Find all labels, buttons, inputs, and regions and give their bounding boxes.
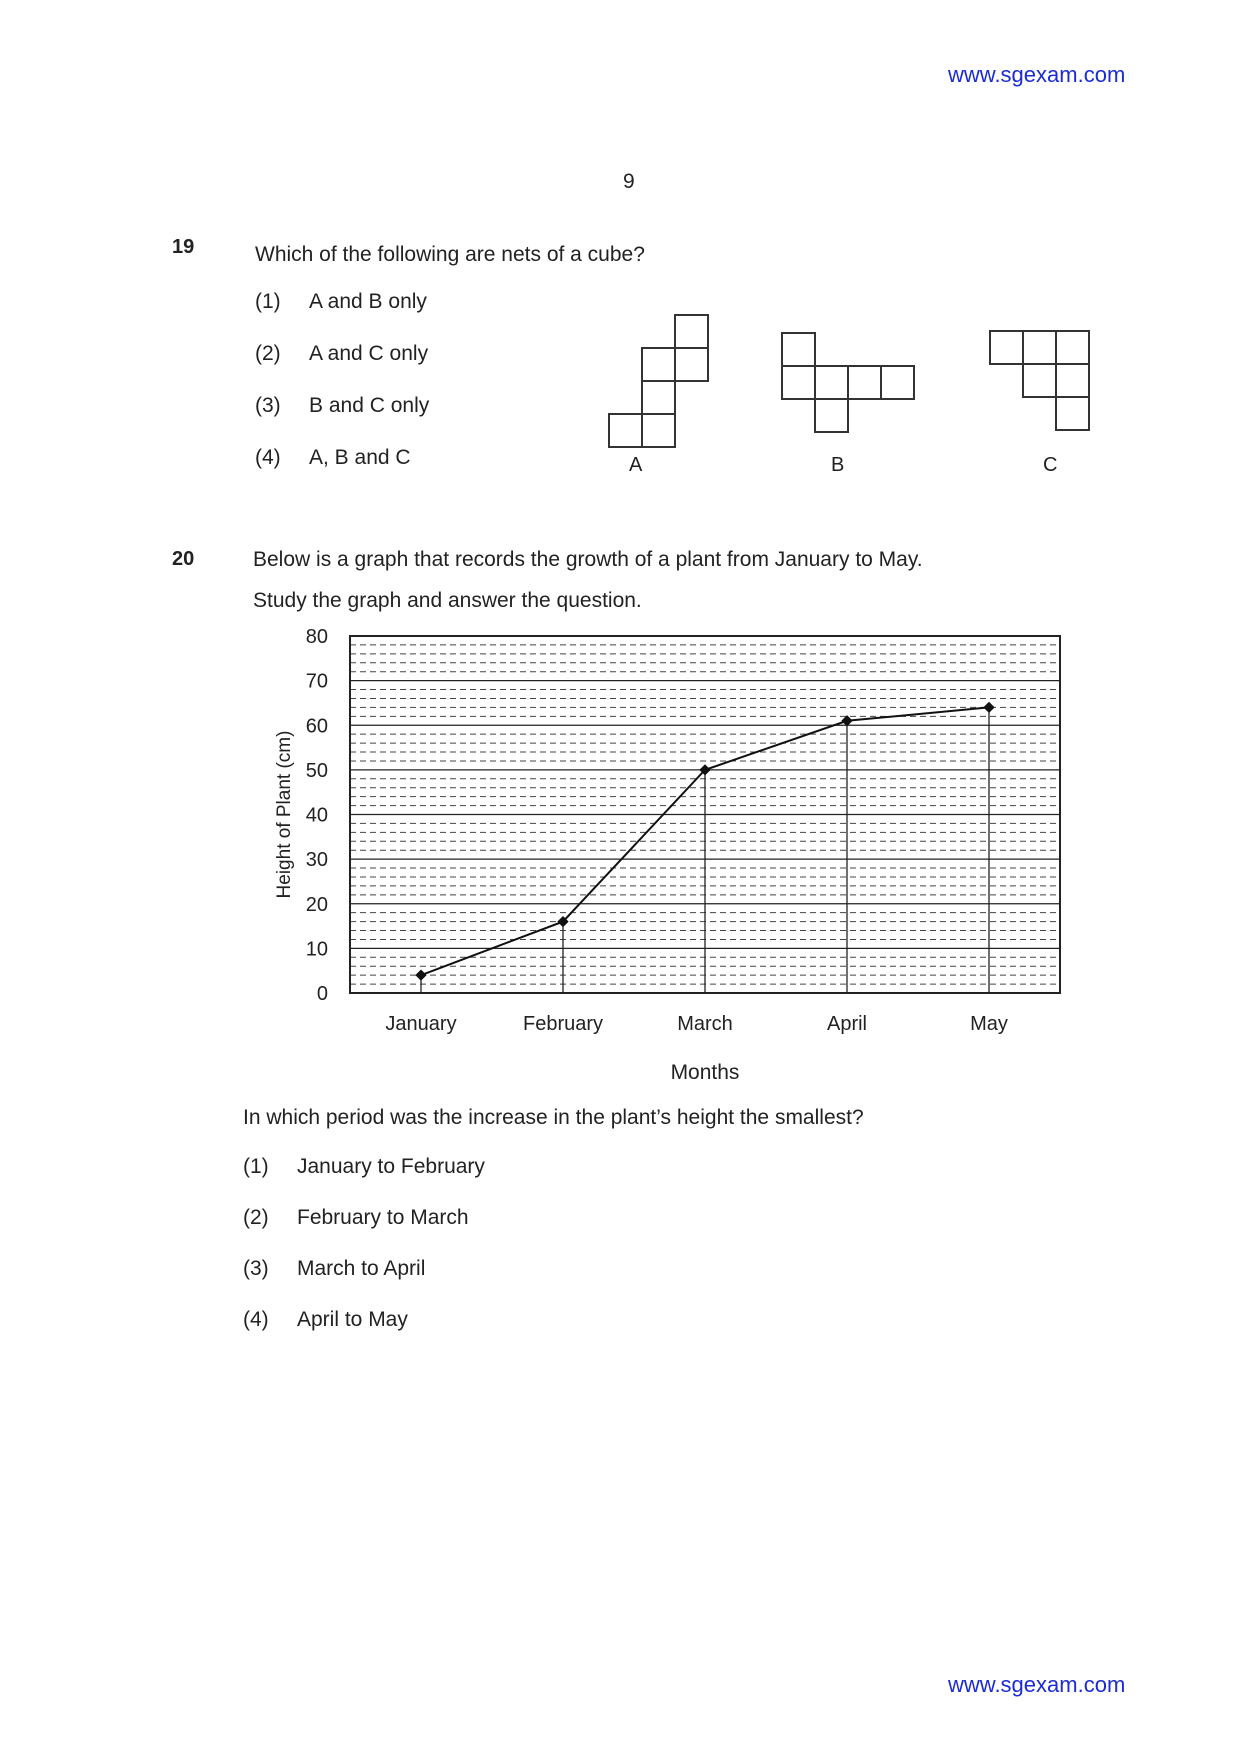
page-number: 9 <box>623 170 635 193</box>
q20-option-1[interactable] <box>243 1155 485 1179</box>
q19-option-3-text: B and C only <box>309 394 430 417</box>
x-tick-label: May <box>970 1013 1008 1035</box>
q20-option-2-text: February to March <box>297 1206 469 1229</box>
cube-nets <box>600 305 1160 475</box>
q19-option-3[interactable] <box>255 394 429 418</box>
y-tick-label: 80 <box>305 626 328 648</box>
q19-option-4-num: (4) <box>255 446 281 469</box>
net-label-b: B <box>831 454 845 476</box>
q19-option-4-text: A, B and C <box>309 446 411 469</box>
q19-option-2-text: A and C only <box>309 342 429 365</box>
q20-option-4-text: April to May <box>297 1308 408 1331</box>
q20-option-3-text: March to April <box>297 1257 426 1280</box>
data-point <box>983 702 994 713</box>
data-point <box>415 969 426 980</box>
q20-option-4-num: (4) <box>243 1308 269 1331</box>
y-axis-label: Height of Plant (cm) <box>274 730 295 899</box>
net-c <box>990 331 1089 430</box>
q19-option-1-num: (1) <box>255 290 281 313</box>
x-tick-label: March <box>677 1013 733 1035</box>
net-b <box>782 333 914 432</box>
growth-chart <box>260 620 1080 1080</box>
q19-option-1[interactable] <box>255 290 427 314</box>
y-tick-label: 20 <box>305 893 328 916</box>
q20-option-2-num: (2) <box>243 1206 269 1229</box>
q20-number: 20 <box>172 548 195 570</box>
q20-intro-line2: Study the graph and answer the question. <box>253 589 642 612</box>
q20-option-4[interactable] <box>243 1308 408 1332</box>
net-a <box>609 315 708 447</box>
q20-option-3[interactable] <box>243 1257 425 1281</box>
q19-question: Which of the following are nets of a cube? <box>255 243 645 266</box>
q20-option-1-text: January to February <box>297 1155 485 1178</box>
q20-intro-line1: Below is a graph that records the growth of a plant from January to May. <box>253 548 923 571</box>
y-tick-label: 0 <box>316 983 328 1005</box>
net-label-c: C <box>1043 454 1058 476</box>
q20-option-1-num: (1) <box>243 1155 269 1178</box>
y-tick-label: 70 <box>305 670 328 693</box>
y-tick-label: 30 <box>305 849 328 872</box>
q19-option-1-text: A and B only <box>309 290 427 313</box>
q20-question: In which period was the increase in the plant’s height the smallest? <box>243 1106 864 1129</box>
q20-option-2[interactable] <box>243 1206 469 1230</box>
x-tick-label: January <box>385 1013 457 1035</box>
y-tick-label: 50 <box>305 759 328 782</box>
q19-option-3-num: (3) <box>255 394 281 417</box>
q19-number: 19 <box>172 236 195 258</box>
y-tick-label: 10 <box>305 938 328 961</box>
x-tick-label: February <box>522 1013 604 1035</box>
footer-url[interactable]: www.sgexam.com <box>948 1672 1126 1697</box>
q20-option-3-num: (3) <box>243 1257 269 1280</box>
net-label-a: A <box>629 454 643 476</box>
x-tick-label: April <box>826 1013 868 1035</box>
q19-option-4[interactable] <box>255 446 411 470</box>
y-tick-label: 60 <box>305 715 328 738</box>
q19-option-2[interactable] <box>255 342 428 366</box>
x-axis-label: Months <box>670 1061 740 1080</box>
q19-option-2-num: (2) <box>255 342 281 365</box>
header-url[interactable]: www.sgexam.com <box>948 62 1126 87</box>
y-tick-label: 40 <box>305 804 328 827</box>
